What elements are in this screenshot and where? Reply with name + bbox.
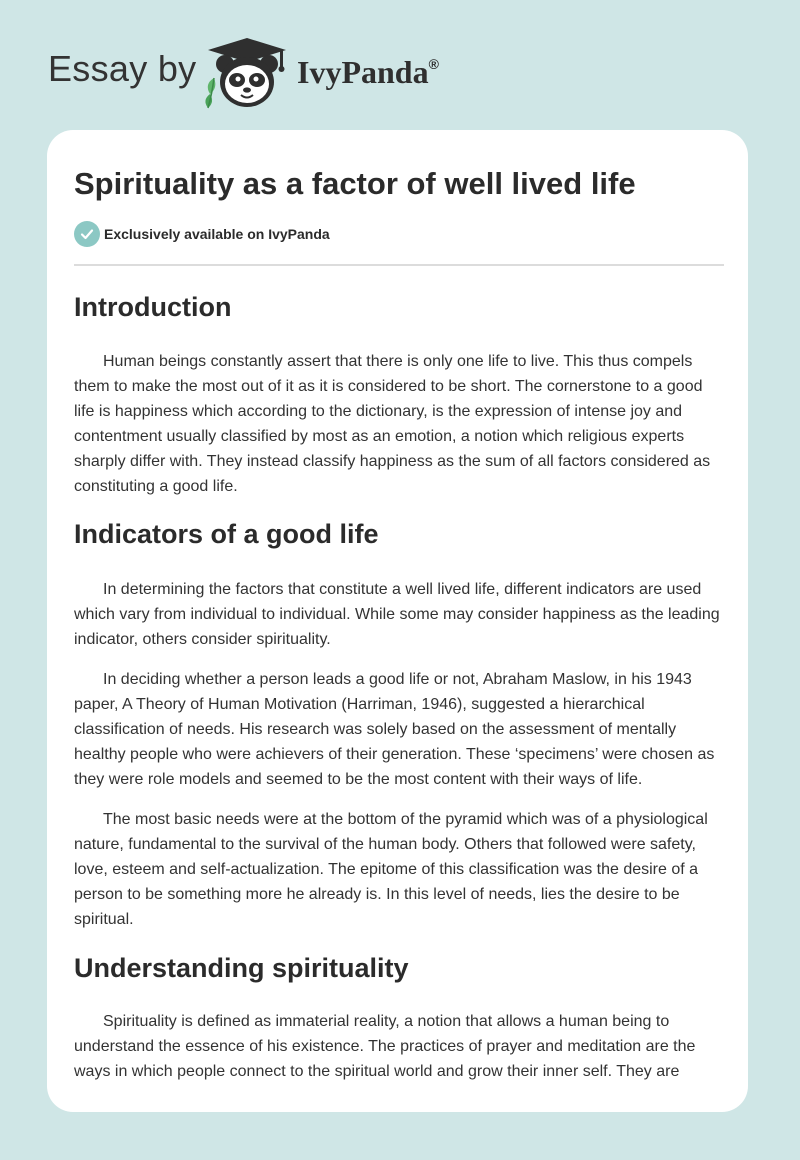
brand-name[interactable] (297, 54, 439, 91)
essay-by-label: Essay by (48, 48, 197, 89)
exclusive-badge (74, 221, 724, 247)
brand-label: IvyPanda (297, 54, 429, 90)
ivypanda-logo-icon[interactable] (200, 36, 295, 110)
page-title: Spirituality as a factor of well lived life (74, 166, 636, 201)
paragraph: Spirituality is defined as immaterial reality, a notion that allows a human being to understand the essence of his existence. The practices of prayer and meditation are the ways in which people connect to the spiritual world and grow their inner self. They are (74, 1013, 696, 1080)
article-card (47, 130, 748, 1112)
section-heading-introduction: Introduction (74, 292, 232, 322)
paragraph: In determining the factors that constitute a well lived life, different indicators are used which vary from individual to individual. While some may consider happiness as the leading indicator, others consider spirituality. (74, 581, 720, 648)
section-heading-understanding: Understanding spirituality (74, 953, 409, 983)
site-header (0, 0, 800, 130)
title-divider (74, 264, 724, 266)
paragraph: Human beings constantly assert that there is only one life to live. This thus compels them to make the most out of it as it is considered to be short. The cornerstone to a good life is happiness which according to the dictionary, is the expression of intense joy and contentment usually classified by most as an emotion, a notion which religious experts sharply differ with. They instead classify happiness as the sum of all factors considered as constituting a good life. (74, 353, 711, 495)
section-heading-indicators: Indicators of a good life (74, 519, 379, 549)
registered-mark: ® (428, 56, 439, 72)
check-icon (74, 221, 100, 247)
paragraph: The most basic needs were at the bottom of the pyramid which was of a physiological nature, fundamental to the survival of the human body. Others that followed were safety, love, esteem and self-actualization. The epitome of this classification was the desire of a person to be something more he already is. In this level of needs, lies the desire to be spiritual. (74, 811, 708, 928)
badge-label: Exclusively available on IvyPanda (104, 226, 330, 242)
paragraph: In deciding whether a person leads a good life or not, Abraham Maslow, in his 1943 paper, A Theory of Human Motivation (Harriman, 1946), suggested a hierarchical classification of needs. His research was solely based on the assessment of mentally healthy people who were achievers of their generation. These ‘specimens’ were chosen as they were role models and seemed to be the most content with their ways of life. (74, 671, 715, 788)
